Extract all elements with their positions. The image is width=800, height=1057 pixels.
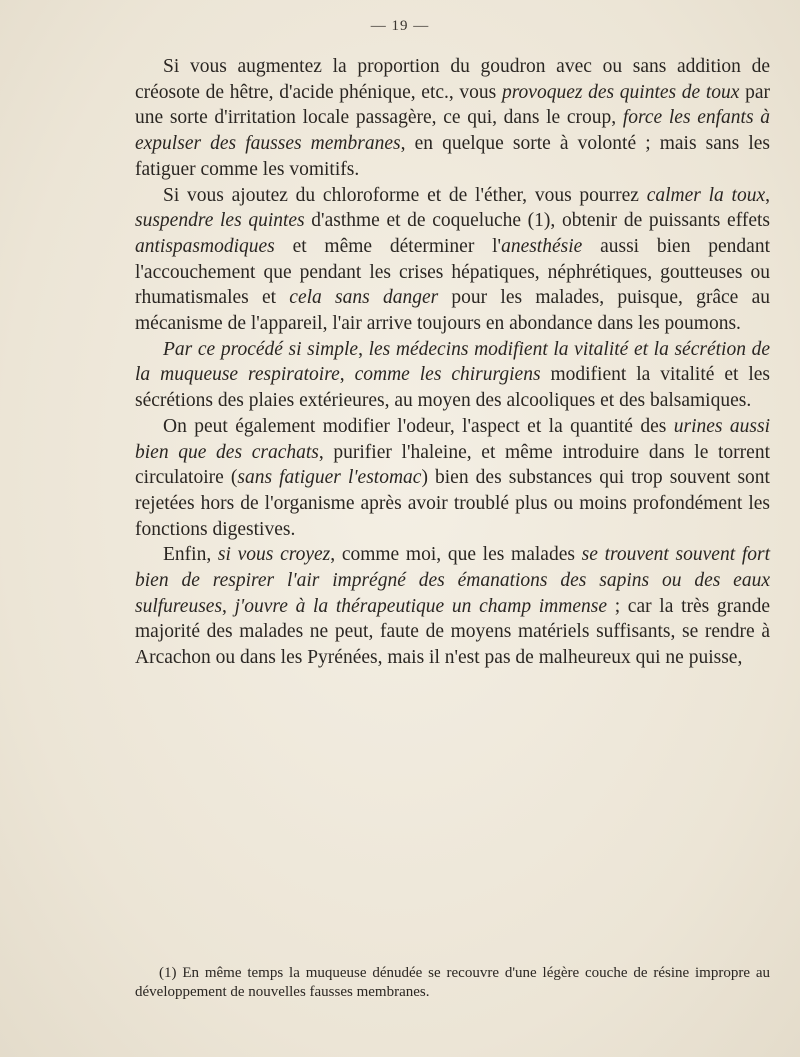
paragraph-4 (135, 414, 770, 543)
footnote-text: (1) En même temps la muqueuse dénudée se recouvre d'une légère couche de résine impropre au développement de nouvelles fausses membranes. (135, 965, 770, 1000)
paragraph-5-segment: , (222, 595, 235, 617)
paragraph-2 (135, 183, 770, 337)
paragraph-3-italic: Par ce procédé si simple (163, 338, 359, 360)
paragraph-1-segment: Si vous augmentez la proportion du goudron avec ou sans addition de créosote de hêtre, d'acide phénique, etc., vous (135, 56, 770, 103)
paragraph-2-italic: antispasmodiques (135, 235, 275, 257)
paragraph-4-italic: urines aussi bien que des crachats (135, 415, 770, 463)
paragraph-5 (135, 542, 770, 671)
paragraph-2-segment: aussi bien pendant l'accouchement que pendant les crises hépatiques, néphrétiques, goutteuses ou rhumatismales et (135, 235, 770, 309)
paragraph-2-segment: , (765, 184, 770, 206)
paragraph-5-italic: j'ouvre à la thérapeutique un champ immense (234, 595, 607, 617)
paragraph-5-segment: Enfin, (163, 544, 218, 566)
paragraph-2-italic: suspendre les quintes (135, 210, 305, 232)
paragraph-4-segment: On peut également modifier l'odeur, l'aspect et la quantité des (163, 415, 674, 437)
footnote (135, 964, 770, 1002)
paragraph-2-italic: anesthésie (501, 235, 583, 257)
paragraph-4-italic: sans fatiguer l'estomac (237, 467, 422, 489)
body-text (135, 54, 770, 671)
paragraph-3-segment: , (358, 338, 369, 360)
paragraph-5-segment: ; car la très grande majorité des malades ne peut, faute de moyens matériels suffisants, se rendre à Arcachon ou dans les Pyrénées, mais il n'est pas de malheureux qui ne puisse, (135, 595, 770, 669)
paragraph-3-italic: comme les chirurgiens (354, 364, 541, 386)
paragraph-5-italic: se trouvent souvent fort bien de respirer l'air imprégné des émanations des sapins ou des eaux sulfureuses (135, 544, 770, 617)
paragraph-2-segment: et même déterminer l' (274, 235, 502, 257)
paragraph-5-segment: , comme moi, que les malades (330, 544, 582, 566)
paragraph-1-segment: par une sorte d'irritation locale passagère, ce qui, dans le croup, (135, 81, 770, 129)
paragraph-2-italic: cela sans danger (289, 287, 439, 309)
paragraph-2-segment: pour les malades, puisque, grâce au mécanisme de l'appareil, l'air arrive toujours en abondance dans les poumons. (135, 287, 770, 335)
paragraph-3-segment: modifient la vitalité et les sécrétions des plaies extérieures, au moyen des alcooliques et des balsamiques. (135, 364, 771, 412)
paragraph-3 (135, 337, 770, 414)
paragraph-4-segment: ) bien des substances qui trop souvent sont rejetées hors de l'organisme après avoir troublé plus ou moins profondément les fonctions digestives. (135, 467, 770, 540)
paragraph-1 (135, 54, 770, 183)
paragraph-4-segment: , purifier l'haleine, et même introduire dans le torrent circulatoire ( (135, 441, 770, 489)
paragraph-2-segment: d'asthme et de coqueluche (1), obtenir de puissants effets (304, 210, 770, 232)
paragraph-3-segment: , (339, 364, 355, 386)
paragraph-1-italic: provoquez des quintes de toux (501, 81, 740, 103)
page-number: — 19 — (370, 18, 430, 34)
paragraph-2-segment: Si vous ajoutez du chloroforme et de l'éther, vous pourrez (163, 184, 647, 206)
paragraph-1-italic: force les enfants à expulser des fausses membranes (135, 107, 770, 155)
paragraph-5-italic: si vous croyez (217, 544, 331, 566)
paragraph-1-segment: , en quelque sorte à volonté ; mais sans les fatiguer comme les vomitifs. (135, 133, 770, 180)
paragraph-3-italic: les médecins modifient la vitalité et la sécrétion de la muqueuse respiratoire (135, 338, 770, 386)
paragraph-2-italic: calmer la toux (646, 184, 766, 206)
